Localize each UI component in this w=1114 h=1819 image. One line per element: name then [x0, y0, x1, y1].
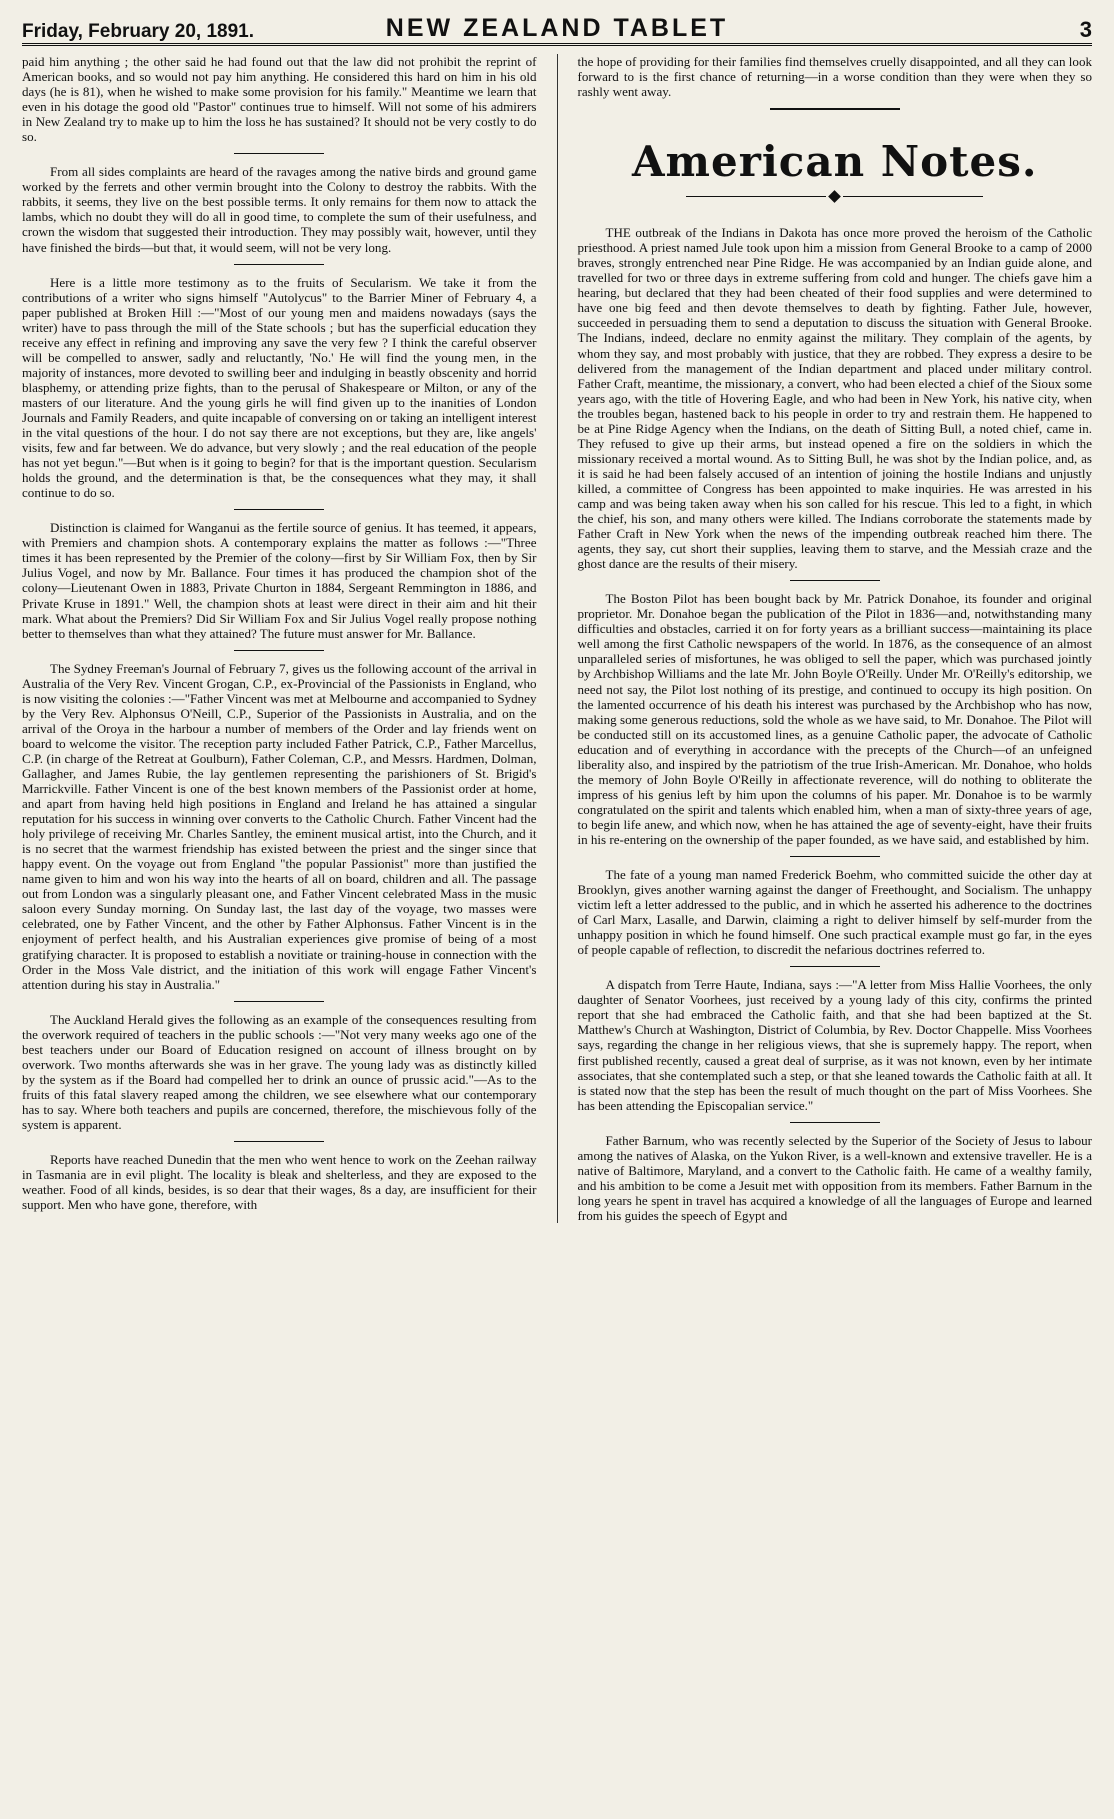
- article-paragraph: A dispatch from Terre Haute, Indiana, says :—"A letter from Miss Hallie Voorhees, the only daughter of Senator Voorhees, just received by a young lady of this city, confirms the printed report that she had embraced the Catholic faith, and that she had been baptized at the St. Matthew's Church at Washington, District of Columbia, by Rev. Doctor Chappelle. Miss Voorhees says, regarding the change in her religious views, that she is supremely happy. The report, when first published recently, caused a great deal of surprise, as it was not known, even by her intimate associates, that she contemplated such a step, or that she leaned towards the Catholic faith at all. It is stated now that the step has been the result of much thought on the part of Miss Voorhees. She has been attending the Episcopalian service.": [577, 977, 1092, 1113]
- divider: [790, 856, 880, 857]
- article-paragraph: Reports have reached Dunedin that the men who went hence to work on the Zeehan railway in Tasmania are in evil plight. The locality is bleak and shelterless, and they are exposed to the weather. Food of all kinds, besides, is so dear that their wages, 8s a day, are insufficient for their support. Men who have gone, therefore, with: [22, 1152, 537, 1213]
- ornament-line: [686, 196, 826, 197]
- columns: [22, 46, 1092, 1223]
- article-paragraph: The Auckland Herald gives the following as an example of the consequences resulting from the overwork required of teachers in the public schools :—"Not very many weeks ago one of the best teachers under our Board of Education resigned on account of illness brought on by overwork. Two months afterwards she was in her grave. The young lady was as distinctly killed by the system as if the Board had compelled her to drink an ounce of prussic acid."—As to the fruits of this fatal slavery reaped among the children, we see elsewhere what our contemporary has to say. Where both teachers and pupils are concerned, therefore, the mischievous folly of the system is apparent.: [22, 1011, 537, 1132]
- ornament-line: [843, 196, 983, 197]
- article-paragraph: Distinction is claimed for Wanganui as the fertile source of genius. It has teemed, it appears, with Premiers and champion shots. A contemporary explains the matter as follows :—"Three times it has been represented by the Premier of the colony—first by Sir William Fox, then by Sir Julius Vogel, and now by Mr. Ballance. Four times it has produced the champion shot of the colony—Lieutenant Owen in 1883, Private Churton in 1884, Sergeant Remmington in 1886, and Private Kruse in 1891." Well, the champion shots at least were direct in their aim and hit their mark. What about the Premiers? Did Sir William Fox and Sir Julius Vogel really propose nothing better to themselves than what they attained? The future must answer for Mr. Ballance.: [22, 520, 537, 641]
- divider: [234, 650, 324, 651]
- article-paragraph: THE outbreak of the Indians in Dakota has once more proved the heroism of the Catholic priesthood. A priest named Jule took upon him a mission from General Brooke to a camp of 2000 braves, strongly entrenched near Pine Ridge. He was accompanied by an Indian guide alone, and travelled for two or three days in extreme suffering from cold and hunger. The chiefs gave him a hearing, but declared that they had been cheated of their food supplies and were determined to have one big feed and then devote themselves to death by fighting. Father Jule, however, succeeded in persuading them to send a deputation to discuss the situation with General Brooke. The Indians, indeed, declare no enmity against the military. They complain of the agents, by whom they say, and most probably with justice, that they are robbed. They express a desire to be delivered from the management of the Indian department and placed under military control. Father Craft, meantime, the missionary, a convert, who had been elected a chief of the Sioux some years ago, with the title of Hovering Eagle, and who had been in New York, his native city, when the troubles began, hastened back to his people in order to try and restrain them. He happened to be at Pine Ridge Agency when the Indians, on the death of Sitting Bull, a noted chief, came in. They refused to give up their arms, but instead opened a fire on the soldiers in which the missionary received a mortal wound. As to Sitting Bull, he was shot by the Indian police, and, as it is said he had been falsely accused of an intention of joining the hostile Indians and unjustly killed, a committee of Congress has been appointed to make inquiries. He was arrested in his camp and was being taken away when his son called for his rescue. This led to a fight, in which the chief, his son, and many others were killed. The Indians corroborate the statements made by Father Craft in New York when the news of the impending outbreak reached him there. The agents, they say, cut short their supplies, leaving them to starve, and the Messiah craze and the ghost dance are the results of their misery.: [577, 225, 1092, 572]
- page-header: [22, 0, 1092, 46]
- article-paragraph: From all sides complaints are heard of the ravages among the native birds and ground game worked by the ferrets and other vermin brought into the Colony to destroy the rabbits. With the rabbits, it seems, they live on the best possible terms. It only remains for them now to attack the lambs, which no doubt they will do all in good time, to complete the sum of their usefulness, and crown the wisdom that suggested their introduction. They may possibly wait, however, until they have finished the birds—but that, it would seem, will not be very long.: [22, 164, 537, 255]
- article-paragraph: Here is a little more testimony as to the fruits of Secularism. We take it from the contributions of a writer who signs himself "Autolycus" to the Barrier Miner of February 4, a paper published at Broken Hill :—"Most of our young men and maidens nowadays (says the writer) have to pass through the mill of the State schools ; but has the superficial education they receive any effect in refining and improving any save the very few ? I think the careful observer will be compelled to answer, sadly and reluctantly, 'No.' He will find the young men, in the majority of instances, more devoted to swilling beer and indulging in beastly obscenity and horrid blasphemy, or attending prize fights, than to the perusal of Shakespeare or Milton, or any of the masters of our literature. And the young girls he will find given up to the inanities of London Journals and Family Readers, and quite incapable of conversing on or taking an intelligent interest in the vital questions of the hour. I do not say there are not exceptions, but they are, like angels' visits, few and far between. We do advance, but very slowly ; and the real education of the people has not yet begun."—But when is it going to begin? for that is the important question. Secularism holds the ground, and the determination is that, be the consequences what they may, it shall continue to do so.: [22, 274, 537, 501]
- left-column: [22, 54, 558, 1223]
- article-paragraph: The fate of a young man named Frederick Boehm, who committed suicide the other day at Brooklyn, gives another warning against the danger of Freethought, and Socialism. The unhappy victim left a letter addressed to the public, and in which he asserted his adherence to the doctrines of Carl Marx, Lasalle, and Darwin, claiming a right to deliver himself by self-murder from the unhappy position in which he found himself. One such practical example must go far, in the eyes of people capable of reflection, to discredit the nefarious doctrines referred to.: [577, 867, 1092, 958]
- divider: [234, 1001, 324, 1002]
- right-column: [578, 54, 1093, 1223]
- divider: [790, 1122, 880, 1123]
- divider: [790, 580, 880, 581]
- divider: [790, 966, 880, 967]
- ornament-diamond-icon: [828, 190, 841, 203]
- title-ornament: [578, 192, 1093, 201]
- issue-date: Friday, February 20, 1891.: [22, 21, 254, 42]
- divider: [234, 264, 324, 265]
- section-title: American Notes.: [631, 137, 1038, 187]
- article-paragraph: Father Barnum, who was recently selected by the Superior of the Society of Jesus to labour among the natives of Alaska, on the Yukon River, is a well-known and extensive traveller. He is a native of Baltimore, Maryland, and a convert to the Catholic faith. He came of a wealthy family, and his ambition to be come a Jesuit met with opposition from its members. Father Barnum in the long years he spent in travel has acquired a knowledge of all the languages of Europe and learned from his guides the speech of Egypt and: [577, 1132, 1092, 1223]
- divider: [770, 108, 900, 110]
- divider: [234, 153, 324, 154]
- article-paragraph: The Boston Pilot has been bought back by Mr. Patrick Donahoe, its founder and original proprietor. Mr. Donahoe began the publication of the Pilot in 1836—and, notwithstanding many difficulties and obstacles, carried it on for forty years as a brilliant success—maintaining its place well among the first Catholic newspapers of the world. In 1876, as the consequence of an almost unparalleled series of misfortunes, he was obliged to sell the paper, which was purchased jointly by Archbishop Williams and the late Mr. John Boyle O'Reilly. Under Mr. O'Reilly's editorship, we need not say, the Pilot lost nothing of its prestige, and continued to occupy its high position. On the lamented occurrence of his death his interest was purchased by the Archbishop who has now, making some generous reductions, sold the whole as we have said, to Mr. Donahoe. The Pilot will be conducted still on its accustomed lines, as a genuine Catholic paper, the advocate of Catholic education and of everything in accordance with the precepts of the Church—of an unfeigned liberality also, and inspired by the patriotism of the true Irish-American. Mr. Donahoe, who holds the memory of John Boyle O'Reilly in affectionate reverence, will do nothing to obliterate the impress of his genius left by him upon the columns of his paper. Mr. Donahoe is to be warmly congratulated on the spirit and talents which enabled him, when a man of sixty-three years of age, to begin life anew, and which now, when he has attained the age of seventy-eight, have their fruits in his re-entering on the ownership of the paper founded, as we have said, and established by him.: [577, 591, 1092, 847]
- article-paragraph: The Sydney Freeman's Journal of February 7, gives us the following account of the arrival in Australia of the Very Rev. Vincent Grogan, C.P., ex-Provincial of the Passionists in England, who is now visiting the colonies :—"Father Vincent was met at Melbourne and accompanied to Sydney by the Very Rev. Alphonsus O'Neill, C.P., Superior of the Passionists in Australia, and on the arrival of the Oroya in the harbour a number of members of the Order and lay friends went on board to welcome the visitor. The reception party included Father Patrick, C.P., Father Marcellus, C.P. (in charge of the Retreat at Goulburn), Father Coleman, C.P., and Messrs. Hardmen, Dolman, Gallagher, and James Rubie, the lay gentlemen representing the parishioners of St. Brigid's Marrickville. Father Vincent is one of the best known members of the Passionist order at home, and apart from having held high positions in England and Ireland he has attained a singular reputation for his success in winning over converts to the Catholic Church. Father Vincent had the holy privilege of receiving Mr. Charles Santley, the eminent musical artist, into the Church, and it is no secret that the warmest friendship has existed between the priest and the singer since that happy event. On the voyage out from England "the popular Passionist" more than justified the name given to him and won his way into the hearts of all on board, children and all. The passage out from London was a singularly pleasant one, and Father Vincent celebrated Mass in the music saloon every Sunday morning. On Sunday last, the last day of the voyage, two masses were celebrated, one by Father Vincent, and the other by Father Alphonsus. Father Vincent is in the enjoyment of perfect health, and his Australian experiences give promise of being of a most gratifying character. It is proposed to establish a novitiate or training-house in connection with the Order in the Moss Vale district, and the initiation of this work will engage Father Vincent's attention during his stay in Australia.": [22, 660, 537, 992]
- masthead-title: NEW ZEALAND TABLET: [385, 14, 729, 42]
- article-paragraph: paid him anything ; the other said he had found out that the law did not prohibit the reprint of American books, and so would not pay him anything. He considered this hard on him in his old days (he is 81), when he wished to make some provision for his family." Meantime we learn that even in his dotage the good old "Pastor" continues true to himself. Will not some of his admirers in New Zealand try to make up to him the loss he has sustained? It should not be very costly to do so.: [22, 54, 537, 145]
- divider: [234, 1141, 324, 1142]
- divider: [234, 509, 324, 510]
- page-number: 3: [1079, 17, 1092, 42]
- article-paragraph: the hope of providing for their families find themselves cruelly disappointed, and all they can look forward to is the first chance of returning—in a worse condition than they were when they so rashly went away.: [577, 54, 1092, 100]
